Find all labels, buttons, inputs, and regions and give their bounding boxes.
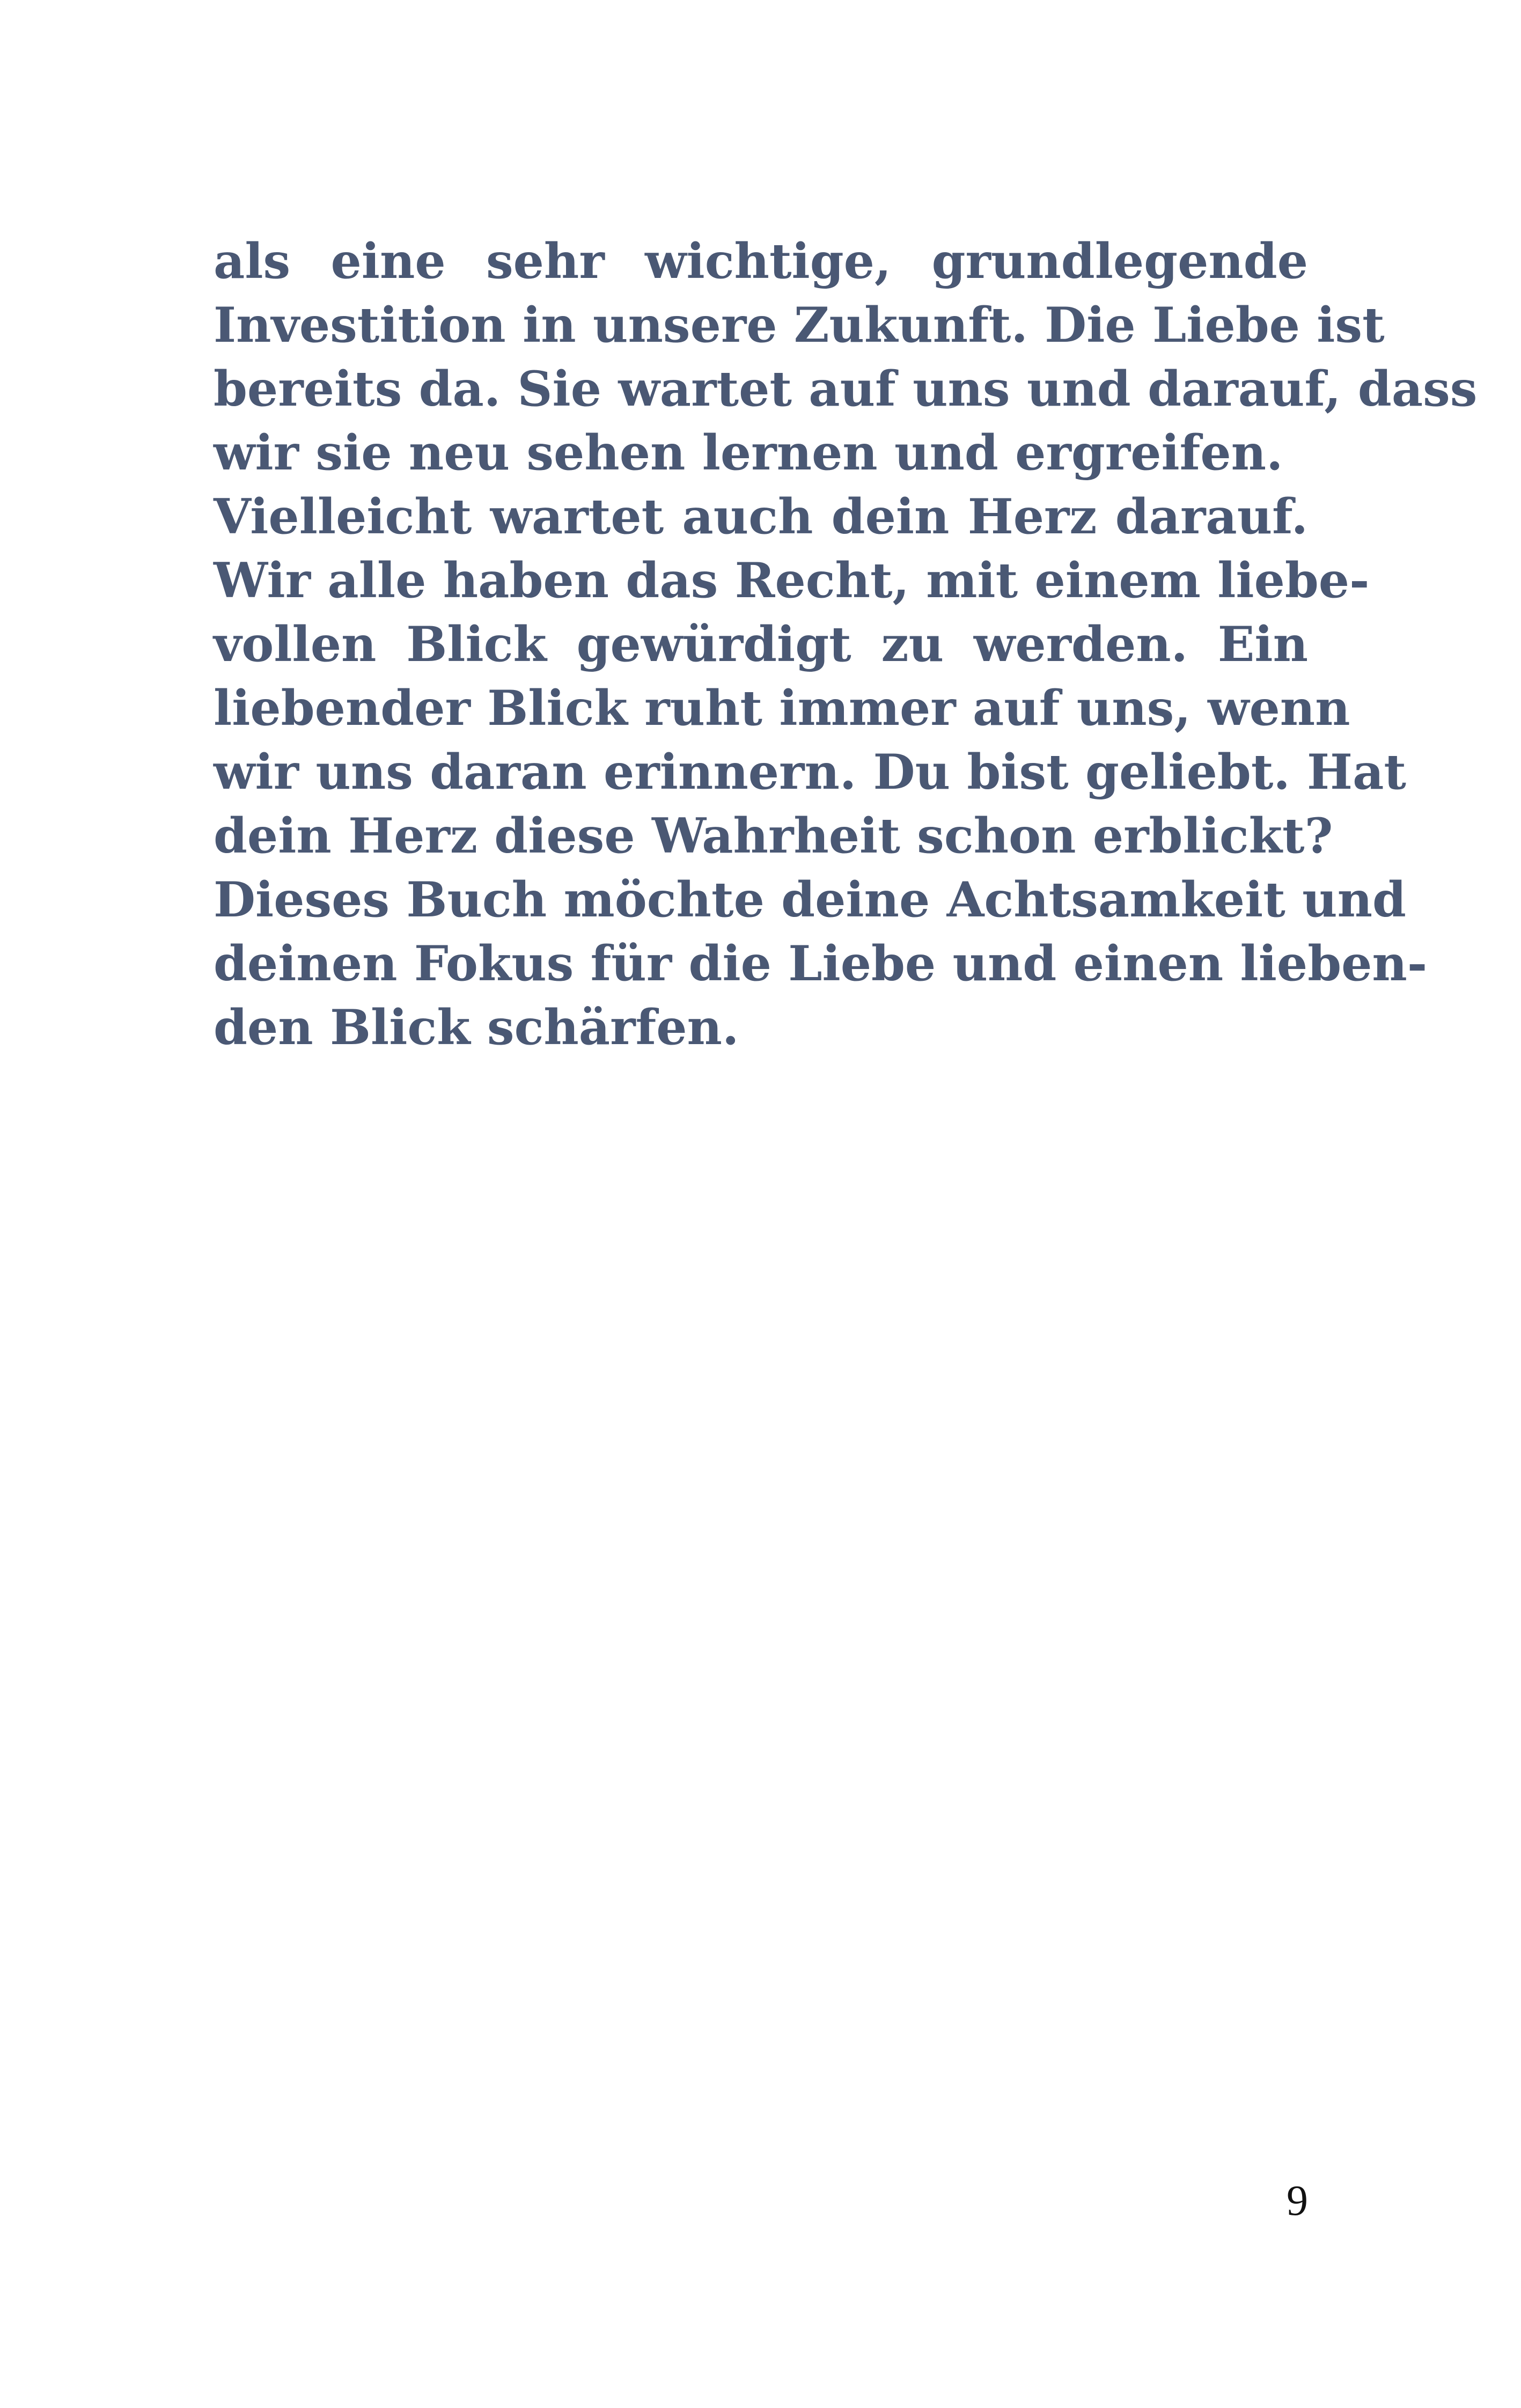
text-line: wir sie neu sehen lernen und ergreifen. <box>214 424 1283 481</box>
text-line: wir uns daran erinnern. Du bist geliebt. Hat <box>214 744 1406 801</box>
text-line: liebender Blick ruht immer auf uns, wenn <box>214 680 1350 737</box>
text-line: Investition in unsere Zukunft. Die Liebe ist <box>214 297 1385 354</box>
page-number: 9 <box>1287 2177 1308 2225</box>
text-line: Wir alle haben das Recht, mit einem liebe- <box>214 552 1370 609</box>
text-line: Vielleicht wartet auch dein Herz darauf. <box>214 488 1308 545</box>
text-line: den Blick schärfen. <box>214 999 739 1056</box>
text-line: dein Herz diese Wahrheit schon erblickt? <box>214 807 1333 864</box>
body-text <box>214 230 1478 1060</box>
text-line: vollen Blick gewürdigt zu werden. Ein <box>214 616 1308 673</box>
text-line: deinen Fokus für die Liebe und einen lieben- <box>214 935 1428 992</box>
text-line: als eine sehr wichtige, grundlegende <box>214 233 1308 290</box>
text-line: Dieses Buch möchte deine Achtsamkeit und <box>214 871 1406 928</box>
text-line: bereits da. Sie wartet auf uns und darauf, dass <box>214 361 1478 417</box>
